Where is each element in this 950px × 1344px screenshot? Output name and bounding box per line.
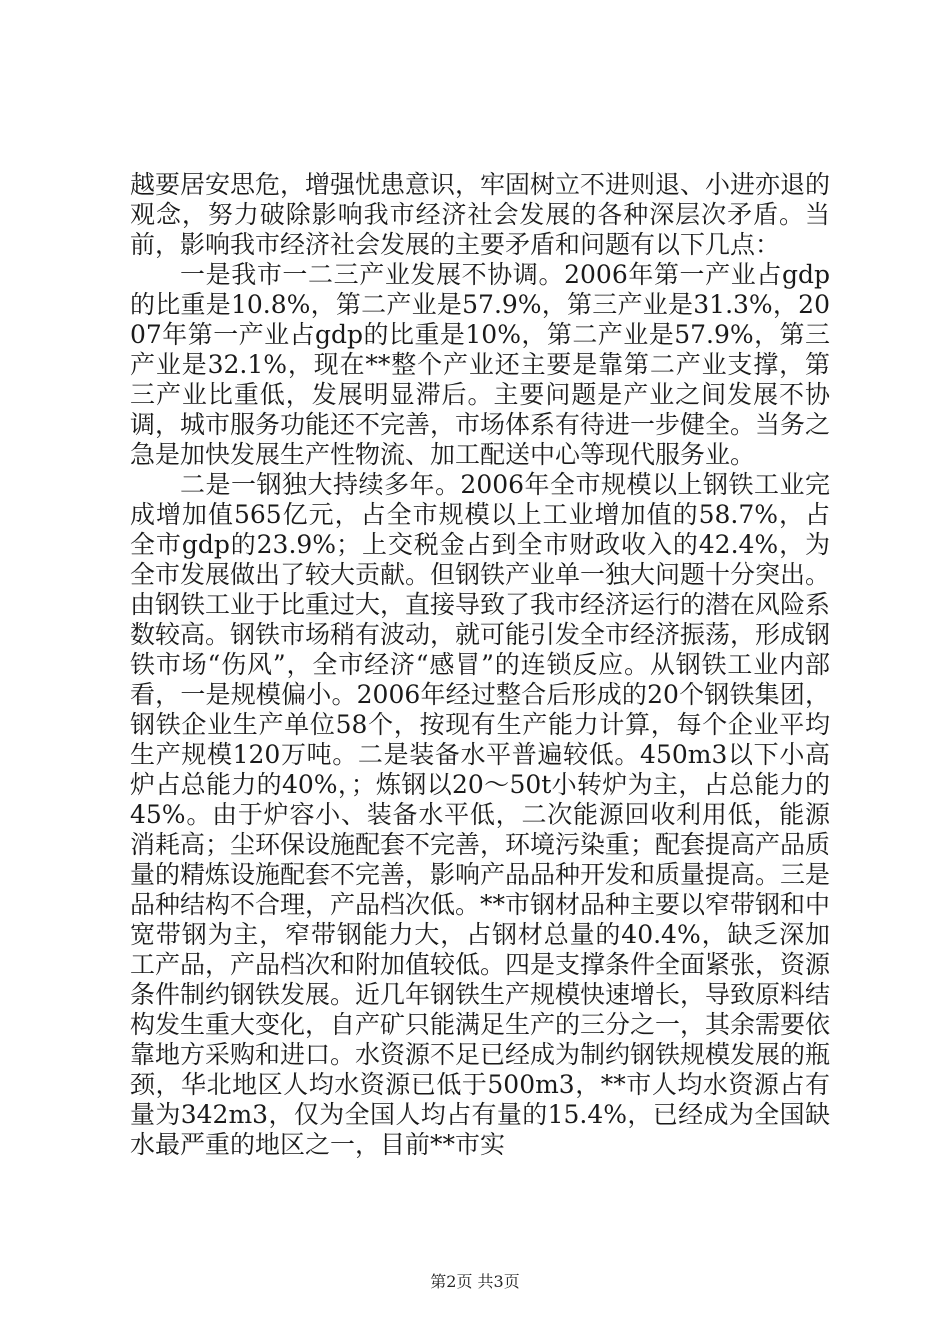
paragraph-continuation: 越要居安思危，增强忧患意识，牢固树立不进则退、小进亦退的观念，努力破除影响我市经济社会发展的各种深层次矛盾。当前，影响我市经济社会发展的主要矛盾和问题有以下几点： <box>130 170 831 259</box>
paragraph-steel-industry: 二是一钢独大持续多年。2006年全市规模以上钢铁工业完成增加值565亿元，占全市规模以上工业增加值的58.7%，占全市gdp的23.9%；上交税金占到全市财政收入的42.4%，为全市发展做出了较大贡献。但钢铁产业单一独大问题十分突出。由钢铁工业于比重过大，直接导致了我市经济运行的潜在风险系数较高。钢铁市场稍有波动，就可能引发全市经济振荡，形成钢铁市场“伤风”，全市经济“感冒”的连锁反应。从钢铁工业内部看，一是规模偏小。2006年经过整合后形成的20个钢铁集团，钢铁企业生产单位58个，按现有生产能力计算，每个企业平均生产规模120万吨。二是装备水平普遍较低。450m3以下小高炉占总能力的40%，；炼钢以20～50t小转炉为主，占总能力的45%。由于炉容小、装备水平低，二次能源回收利用低，能源消耗高；尘环保设施配套不完善，环境污染重；配套提高产品质量的精炼设施配套不完善，影响产品品种开发和质量提高。三是品种结构不合理，产品档次低。**市钢材品种主要以窄带钢和中宽带钢为主，窄带钢能力大，占钢材总量的40.4%，缺乏深加工产品，产品档次和附加值较低。四是支撑条件全面紧张，资源条件制约钢铁发展。近几年钢铁生产规模快速增长，导致原料结构发生重大变化，自产矿只能满足生产的三分之一，其余需要依靠地方采购和进口。水资源不足已经成为制约钢铁规模发展的瓶颈，华北地区人均水资源已低于500m3，**市人均水资源占有量为342m3，仅为全国人均占有量的15.4%，已经成为全国缺水最严重的地区之一，目前**市实 <box>130 470 831 1159</box>
page-number-footer: 第2页 共3页 <box>430 1272 520 1291</box>
paragraph-industry-structure: 一是我市一二三产业发展不协调。2006年第一产业占gdp的比重是10.8%，第二产业是57.9%，第三产业是31.3%，2007年第一产业占gdp的比重是10%，第二产业是57.9%，第三产业是32.1%，现在**整个产业还主要是靠第二产业支撑，第三产业比重低，发展明显滞后。主要问题是产业之间发展不协调，城市服务功能还不完善，市场体系有待进一步健全。当务之急是加快发展生产性物流、加工配送中心等现代服务业。 <box>130 260 831 469</box>
body-text <box>130 170 830 1160</box>
